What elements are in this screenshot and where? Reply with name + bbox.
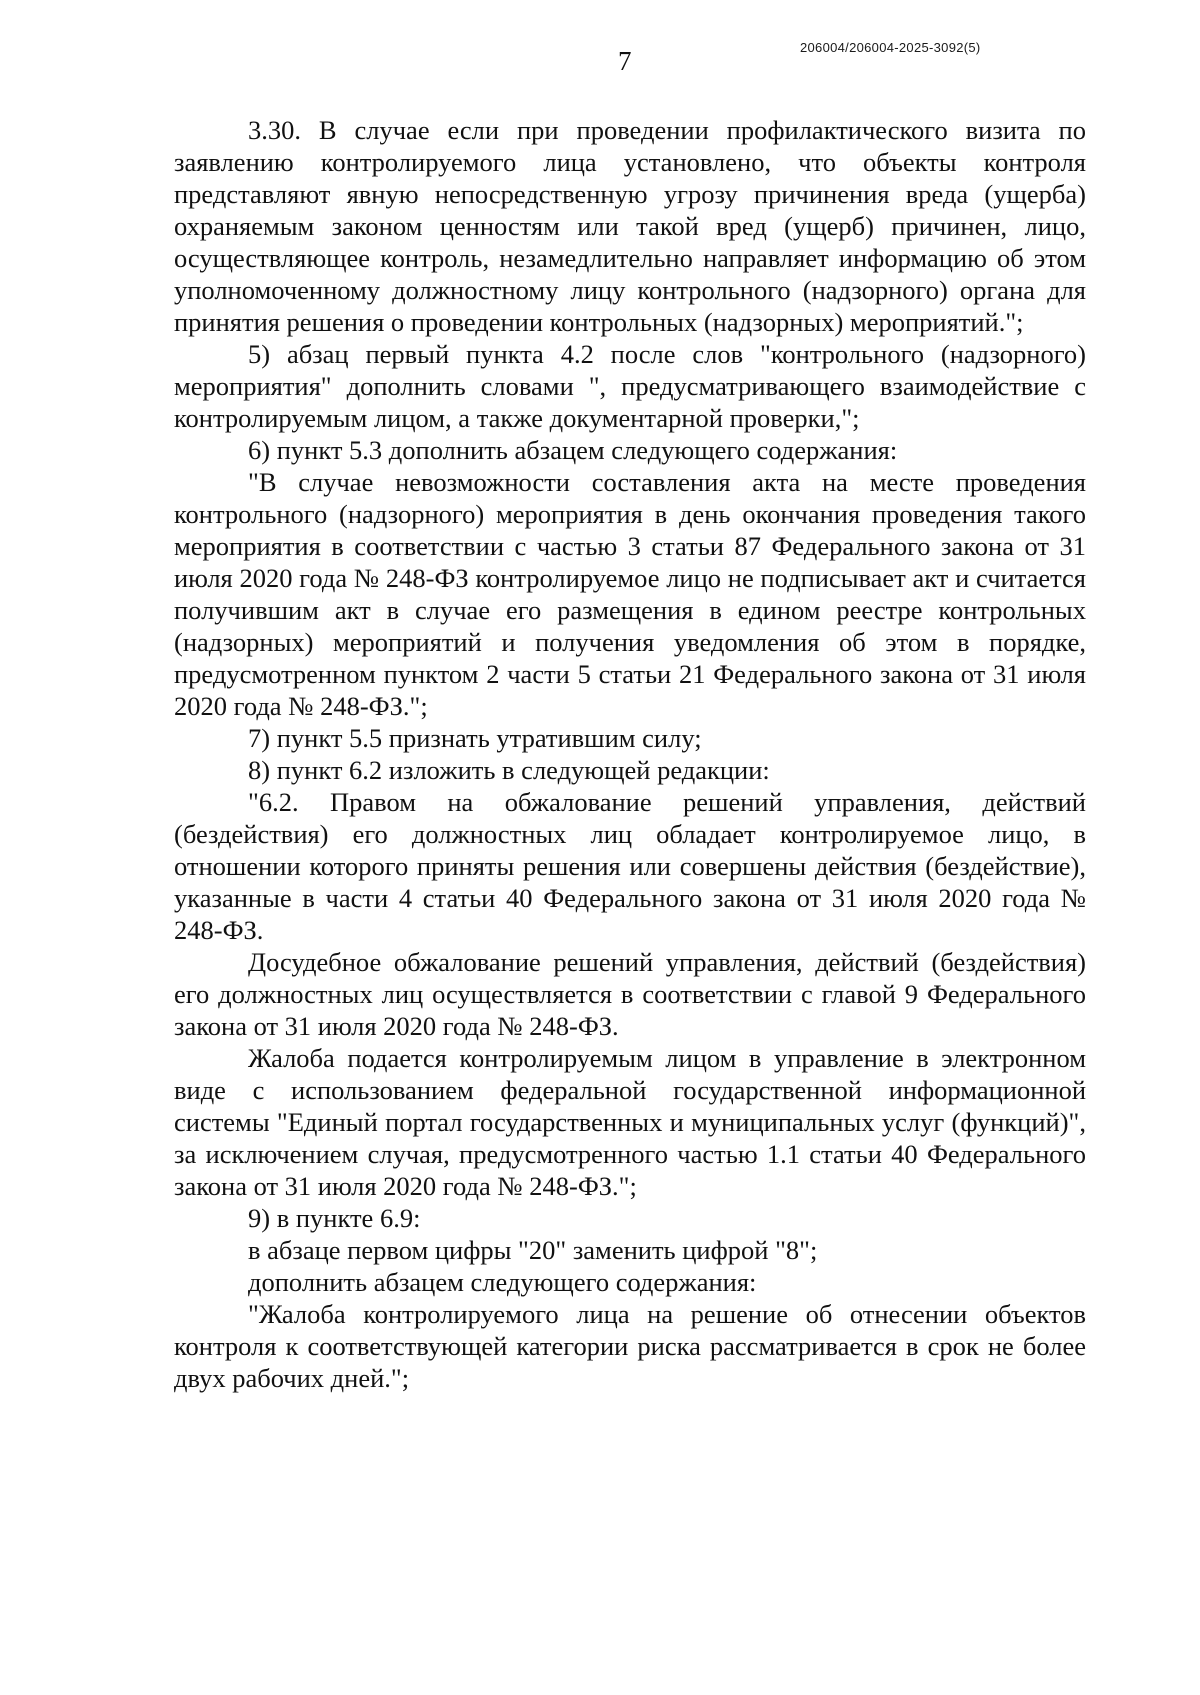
paragraph-item-6: 6) пункт 5.3 дополнить абзацем следующего содержания: [248,435,898,465]
paragraph-item-9-second: дополнить абзацем следующего содержания: [248,1267,757,1297]
paragraph-6-2-quote: "6.2. Правом на обжалование решений управления, действий (бездействия) его должностных лиц обладает контролируемое лицо, в отношении которого приняты решения или совершены действия (бездействие), указанные в части 4 статьи 40 Федерального закона от 31 июля 2020 года № 248-ФЗ. [174,787,1086,945]
paragraph-item-7: 7) пункт 5.5 признать утратившим силу; [248,723,702,753]
document-body [174,114,1086,1394]
paragraph-item-8: 8) пункт 6.2 изложить в следующей редакции: [248,755,770,785]
page-number: 7 [618,46,632,76]
paragraph-item-5: 5) абзац первый пункта 4.2 после слов "контрольного (надзорного) мероприятия" дополнить словами ", предусматривающего взаимодействие с контролируемым лицом, а также документарной проверки,"; [174,339,1086,433]
paragraph-item-9-first: в абзаце первом цифры "20" заменить цифрой "8"; [248,1235,818,1265]
paragraph-3-30: 3.30. В случае если при проведении профилактического визита по заявлению контролируемого лица установлено, что объекты контроля представляют явную непосредственную угрозу причинения вреда (ущерба) охраняемым законом ценностям или такой вред (ущерб) причинен, лицо, осуществляющее контроль, незамедлительно направляет информацию об этом уполномоченному должностному лицу контрольного (надзорного) органа для принятия решения о проведении контрольных (надзорных) мероприятий."; [174,115,1086,337]
paragraph-complaint-filing: Жалоба подается контролируемым лицом в управление в электронном виде с использованием федеральной государственной информационной системы "Единый портал государственных и муниципальных услуг (функций)", за исключением случая, предусмотренного частью 1.1 статьи 40 Федерального закона от 31 июля 2020 года № 248-ФЗ."; [174,1043,1086,1201]
paragraph-item-9-quote: "Жалоба контролируемого лица на решение об отнесении объектов контроля к соответствующей категории риска рассматривается в срок не более двух рабочих дней."; [174,1299,1086,1393]
paragraph-item-9: 9) в пункте 6.9: [248,1203,421,1233]
paragraph-pretrial-appeal: Досудебное обжалование решений управления, действий (бездействия) его должностных лиц осуществляется в соответствии с главой 9 Федерального закона от 31 июля 2020 года № 248-ФЗ. [174,947,1086,1041]
document-registration-number: 206004/206004-2025-3092(5) [800,40,981,55]
paragraph-item-6-quote: "В случае невозможности составления акта на месте проведения контрольного (надзорного) мероприятия в день окончания проведения такого мероприятия в соответствии с частью 3 статьи 87 Федерального закона от 31 июля 2020 года № 248-ФЗ контролируемое лицо не подписывает акт и считается получившим акт в случае его размещения в едином реестре контрольных (надзорных) мероприятий и получения уведомления об этом в порядке, предусмотренном пунктом 2 части 5 статьи 21 Федерального закона от 31 июля 2020 года № 248-ФЗ."; [174,467,1086,721]
